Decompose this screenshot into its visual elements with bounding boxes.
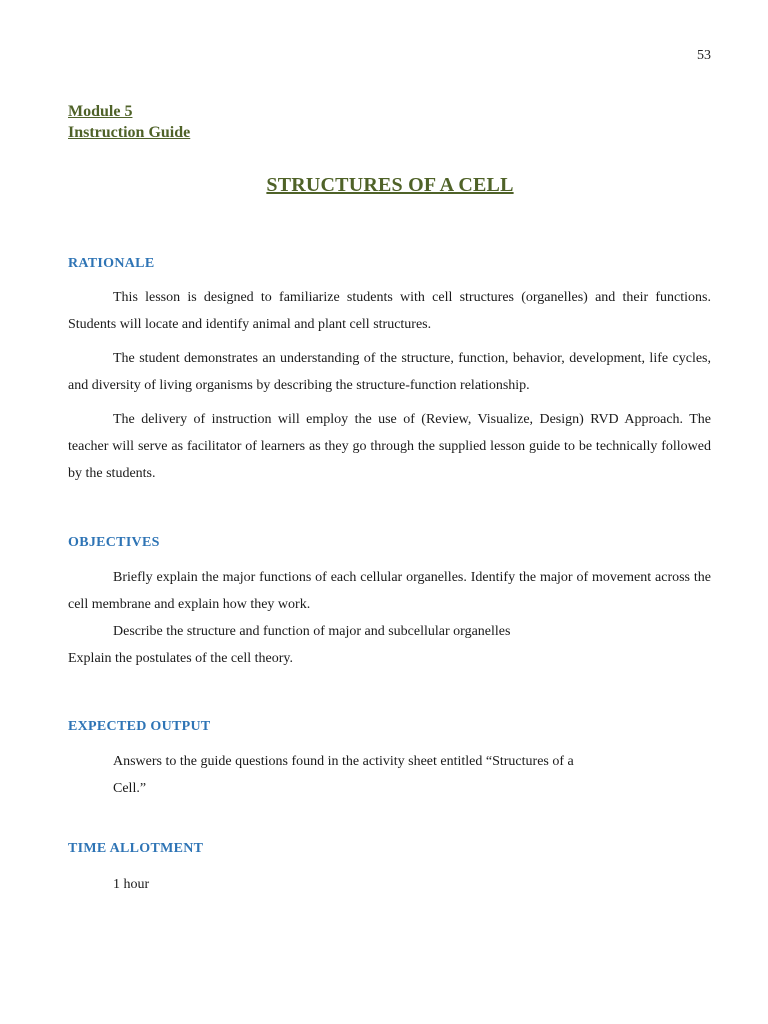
rationale-paragraph-3: The delivery of instruction will employ the use of (Review, Visualize, Design) RVD Approach. The teacher will serve as facilitator of learners as they go through the supplied lesson guide to be technically followed by the students. <box>68 412 711 481</box>
instruction-guide-label: Instruction Guide <box>68 124 191 141</box>
rationale-heading: RATIONALE <box>68 256 155 271</box>
rationale-paragraph-1: This lesson is designed to familiarize students with cell structures (organelles) and their functions. Students will locate and identify animal and plant cell structures. <box>68 290 711 332</box>
page-number: 53 <box>697 48 711 63</box>
expected-output-heading: EXPECTED OUTPUT <box>68 719 211 734</box>
objectives-paragraph-1: Briefly explain the major functions of each cellular organelles. Identify the major of movement across the cell membrane and explain how they work. <box>68 570 711 612</box>
time-allotment-heading: TIME ALLOTMENT <box>68 841 204 856</box>
module-label: Module 5 <box>68 103 133 120</box>
objectives-line-2: Describe the structure and function of major and subcellular organelles <box>113 624 511 639</box>
objectives-line-3: Explain the postulates of the cell theory. <box>68 651 293 666</box>
rationale-paragraph-2: The student demonstrates an understanding of the structure, function, behavior, development, life cycles, and diversity of living organisms by describing the structure-function relationship. <box>68 351 711 393</box>
objectives-heading: OBJECTIVES <box>68 535 160 550</box>
time-allotment-value: 1 hour <box>113 877 150 892</box>
expected-output-line-1: Answers to the guide questions found in the activity sheet entitled “Structures of a <box>113 754 574 769</box>
module-header <box>68 101 190 143</box>
page-title: STRUCTURES OF A CELL <box>266 174 514 196</box>
expected-output-line-2: Cell.” <box>113 781 147 796</box>
